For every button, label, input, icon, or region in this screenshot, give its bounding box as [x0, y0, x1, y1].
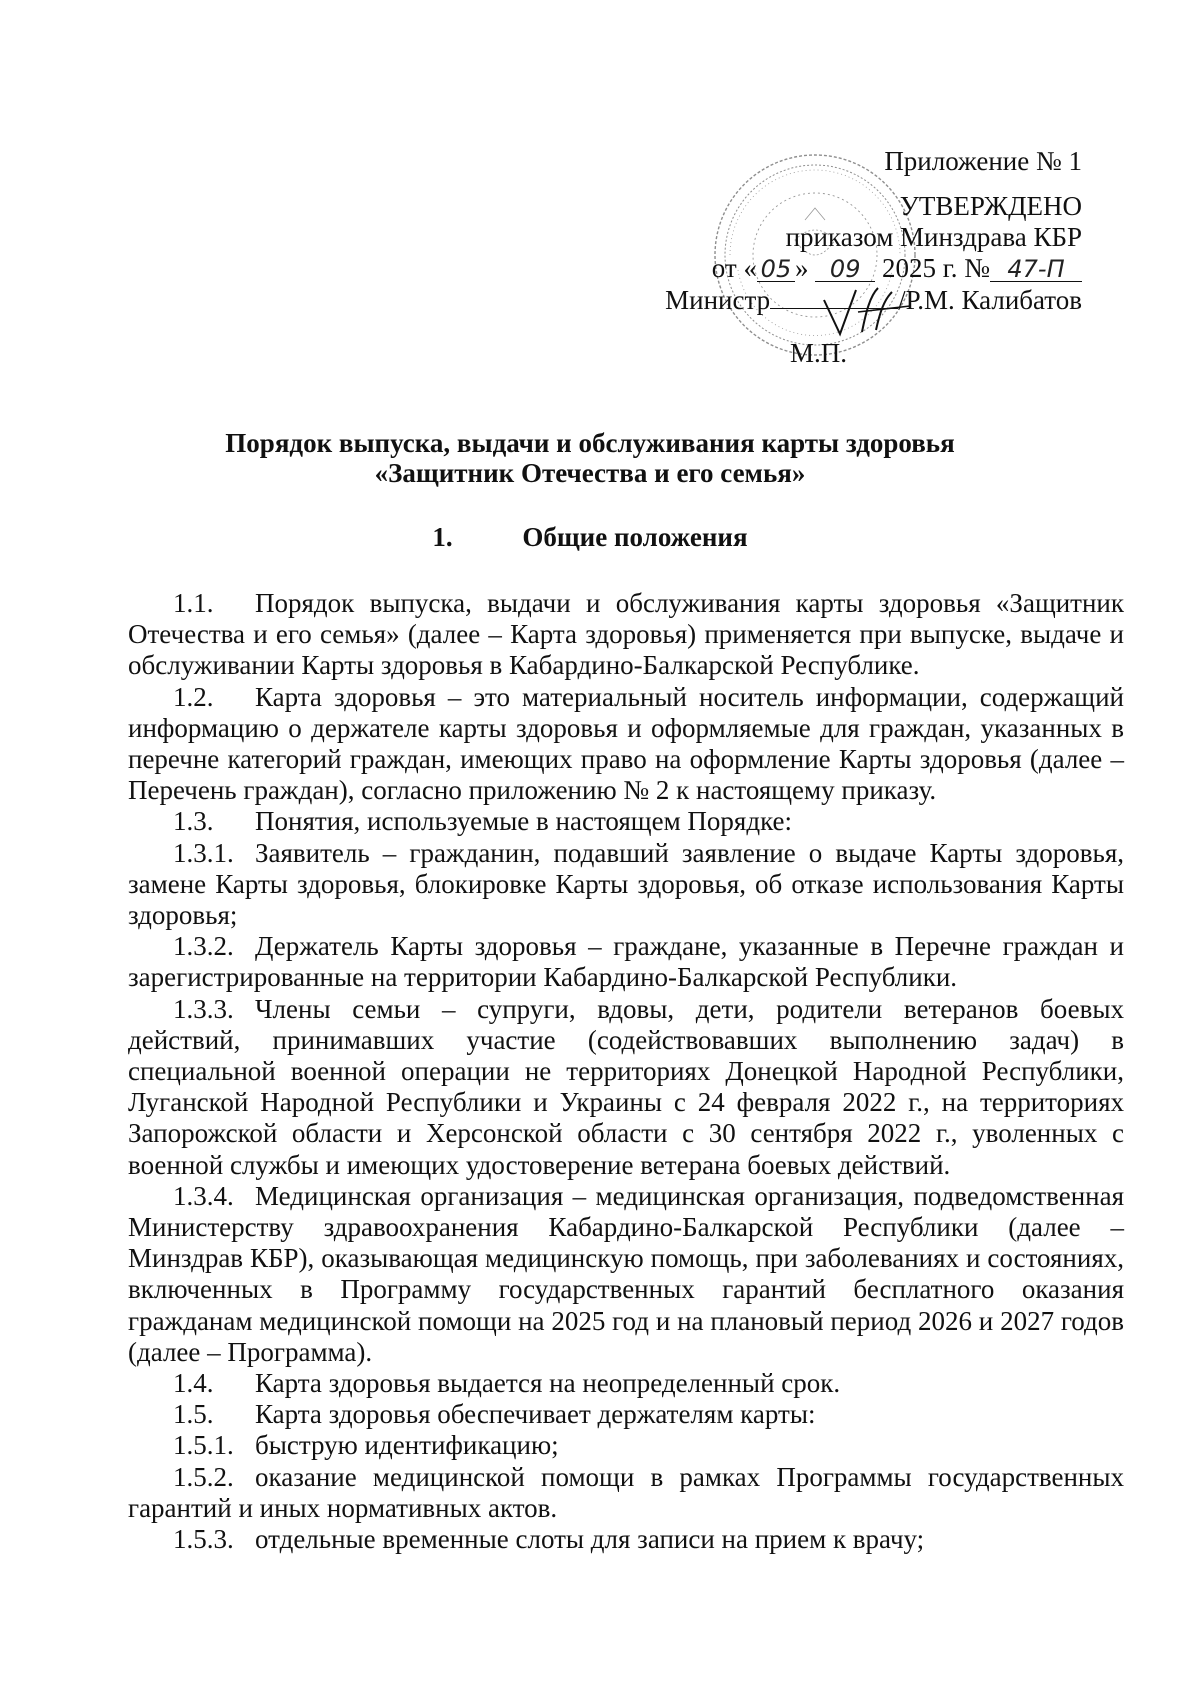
- paragraph: [128, 994, 1124, 1181]
- date-month: 09: [815, 257, 875, 282]
- paragraph-text: Карта здоровья выдается на неопределенный срок.: [255, 1368, 841, 1399]
- paragraph-number: 1.5.2.: [173, 1461, 234, 1492]
- paragraph-text: Порядок выпуска, выдачи и обслуживания карты здоровья «Защитник Отечества и его семья» (далее – Карта здоровья) применяется при выпуске, выдаче и обслуживании Карты здоровья в Кабардино-Балкарской Республике.: [128, 588, 1124, 681]
- paragraph-number: 1.5.3.: [173, 1524, 234, 1555]
- date-prefix: от «: [711, 253, 757, 283]
- paragraph: [128, 1462, 1124, 1524]
- title-line-1: Порядок выпуска, выдачи и обслуживания карты здоровья: [225, 428, 955, 458]
- title-line-2: «Защитник Отечества и его семья»: [374, 458, 806, 488]
- paragraph-text: Понятия, используемые в настоящем Порядке:: [255, 806, 792, 837]
- date-day: 05: [757, 257, 795, 282]
- paragraph-number: 1.1.: [173, 588, 214, 618]
- approved-label: УТВЕРЖДЕНО: [899, 191, 1082, 221]
- paragraph-number: 1.3.: [173, 806, 214, 837]
- paragraph-text: быструю идентификацию;: [255, 1430, 559, 1461]
- paragraph: [128, 931, 1124, 993]
- paragraph-number: 1.5.: [173, 1399, 214, 1430]
- paragraph: [128, 1430, 1124, 1461]
- paragraph-text: Держатель Карты здоровья – граждане, указанные в Перечне граждан и зарегистрированные на территории Кабардино-Балкарской Республики.: [128, 931, 1124, 993]
- paragraph: [128, 1181, 1124, 1368]
- paragraph-number: 1.3.3.: [173, 993, 234, 1024]
- paragraph-text: Карта здоровья обеспечивает держателям карты:: [255, 1399, 816, 1430]
- order-date-line: [562, 253, 1082, 284]
- document-title: [140, 428, 1040, 488]
- paragraph-text: Карта здоровья – это материальный носитель информации, содержащий информацию о держателе карты здоровья и оформляемые для граждан, указанных в перечне категорий граждан, имеющих право на оформление Карты здоровья (далее – Перечень граждан), согласно приложению № 2 к настоящему приказу.: [128, 681, 1124, 806]
- paragraph-number: 1.5.1.: [173, 1430, 234, 1461]
- paragraph: [128, 1399, 1124, 1430]
- paragraph-text: отдельные временные слоты для записи на прием к врачу;: [255, 1524, 925, 1555]
- minister-line: [562, 284, 1082, 316]
- paragraph-number: 1.4.: [173, 1368, 214, 1399]
- paragraph-text: Члены семьи – супруги, вдовы, дети, родители ветеранов боевых действий, принимавших участие (содействовавших выполнению задач) в специальной военной операции не территориях Донецкой Народной Республики, Луганской Народной Республики и Украины с 24 февраля 2022 г., на территориях Запорожской области и Херсонской области с 30 сентября 2022 г., уволенных с военной службы и имеющих удостоверение ветерана боевых действий.: [128, 993, 1124, 1180]
- section-number: 1.: [432, 522, 453, 552]
- paragraph-text: Медицинская организация – медицинская организация, подведомственная Министерству здравоохранения Кабардино-Балкарской Республики (далее – Минздрав КБР), оказывающая медицинскую помощь, при заболеваниях и состояниях, включенных в Программу государственных гарантий бесплатного оказания гражданам медицинской помощи на 2025 год и на плановый период 2026 и 2027 годов (далее – Программа).: [128, 1180, 1124, 1367]
- minister-label: Министр: [665, 285, 771, 315]
- paragraph-number: 1.3.1.: [173, 837, 234, 868]
- signature-blank: [770, 284, 898, 309]
- paragraph: [128, 806, 1124, 837]
- date-mid: »: [794, 253, 809, 283]
- paragraph: [128, 838, 1124, 932]
- seal-mark: М.П.: [790, 338, 848, 368]
- paragraph: [128, 1368, 1124, 1399]
- section-title: Общие положения: [522, 522, 748, 552]
- section-heading: [140, 522, 1040, 552]
- paragraph-number: 1.2.: [173, 681, 214, 712]
- paragraph-number: 1.3.2.: [173, 931, 234, 962]
- order-label: приказом Минздрава КБР: [785, 222, 1082, 252]
- order-number: 47-П: [990, 257, 1082, 282]
- approval-block: [562, 146, 1082, 369]
- paragraph: [128, 1524, 1124, 1555]
- paragraph-number: 1.3.4.: [173, 1180, 234, 1211]
- document-body: [128, 588, 1124, 1555]
- paragraph: [128, 588, 1124, 682]
- paragraph-text: оказание медицинской помощи в рамках Программы государственных гарантий и иных нормативных актов.: [128, 1461, 1124, 1523]
- minister-name: /Р.М. Калибатов: [898, 285, 1082, 315]
- paragraph-text: Заявитель – гражданин, подавший заявление о выдаче Карты здоровья, замене Карты здоровья, блокировке Карты здоровья, об отказе использования Карты здоровья;: [128, 837, 1124, 931]
- paragraph: [128, 682, 1124, 807]
- appendix-label: Приложение № 1: [884, 146, 1082, 176]
- date-suffix: 2025 г. №: [881, 253, 990, 283]
